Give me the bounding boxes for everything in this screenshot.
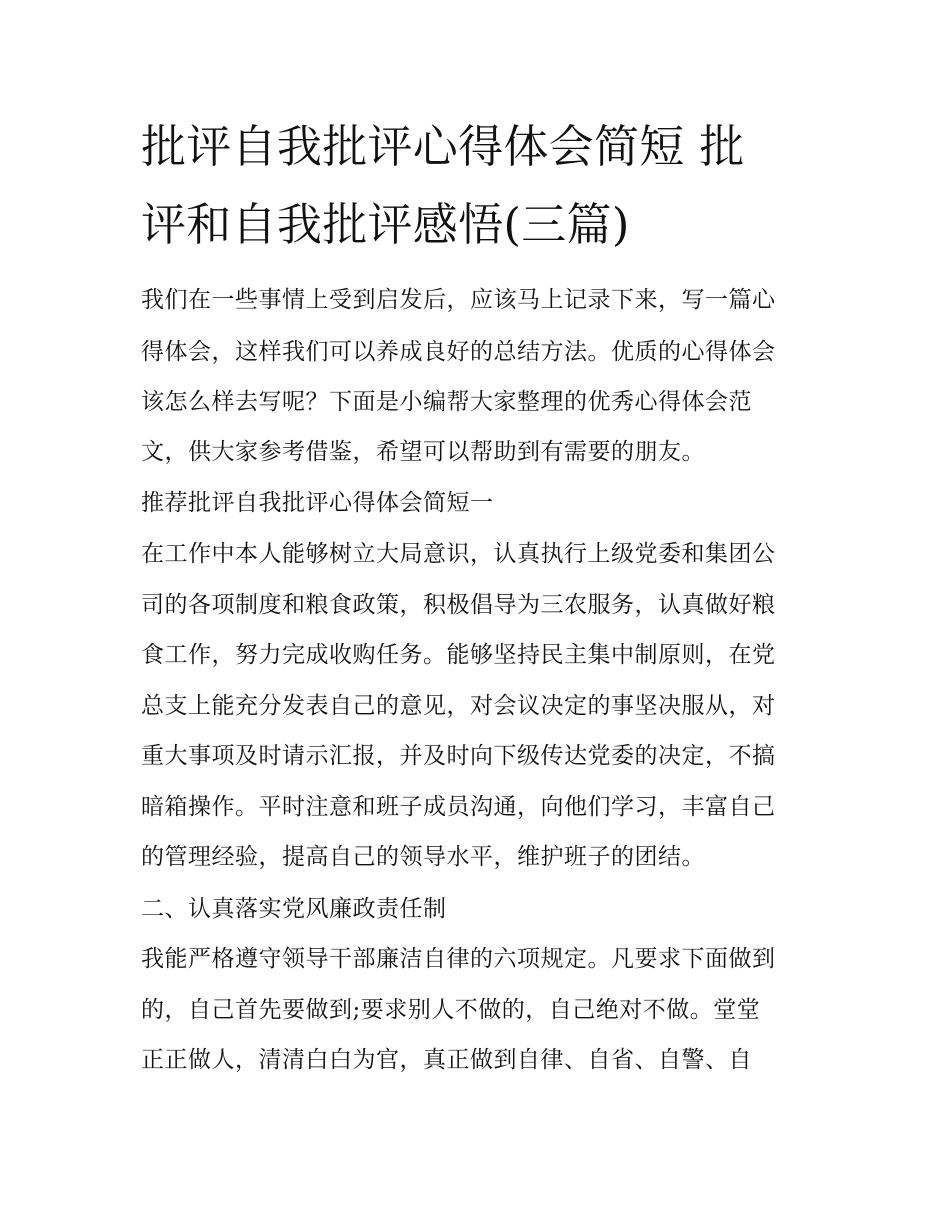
- document-title-line-1: 批评自我批评心得体会简短 批: [141, 120, 745, 173]
- intro-line-3: 该怎么样去写呢？下面是小编帮大家整理的优秀心得体会范: [141, 389, 752, 415]
- section2-heading: 二、认真落实党风廉政责任制: [141, 896, 447, 922]
- section1-line-2: 司的各项制度和粮食政策，积极倡导为三农服务，认真做好粮: [141, 592, 776, 618]
- intro-line-1: 我们在一些事情上受到启发后，应该马上记录下来，写一篇心: [141, 287, 776, 313]
- section1-line-3: 食工作，努力完成收购任务。能够坚持民主集中制原则，在党: [141, 642, 776, 668]
- section1-line-4: 总支上能充分发表自己的意见，对会议决定的事坚决服从，对: [141, 693, 776, 719]
- document-title-line-2: 评和自我批评感悟(三篇): [141, 198, 630, 251]
- section1-heading: 推荐批评自我批评心得体会简短一: [141, 490, 494, 516]
- section1-line-5: 重大事项及时请示汇报，并及时向下级传达党委的决定，不搞: [141, 743, 776, 769]
- section2-line-3: 正正做人，清清白白为官，真正做到自律、自省、自警、自: [141, 1047, 752, 1073]
- intro-line-2: 得体会，这样我们可以养成良好的总结方法。优质的心得体会: [141, 339, 776, 365]
- section1-line-1: 在工作中本人能够树立大局意识，认真执行上级党委和集团公: [141, 541, 776, 567]
- intro-line-4: 文，供大家参考借鉴，希望可以帮助到有需要的朋友。: [141, 439, 705, 465]
- section2-line-1: 我能严格遵守领导干部廉洁自律的六项规定。凡要求下面做到: [141, 946, 776, 972]
- section2-line-2: 的，自己首先要做到;要求别人不做的，自己绝对不做。堂堂: [141, 997, 761, 1023]
- section1-line-7: 的管理经验，提高自己的领导水平，维护班子的团结。: [141, 844, 705, 870]
- section1-line-6: 暗箱操作。平时注意和班子成员沟通，向他们学习，丰富自己: [141, 794, 776, 820]
